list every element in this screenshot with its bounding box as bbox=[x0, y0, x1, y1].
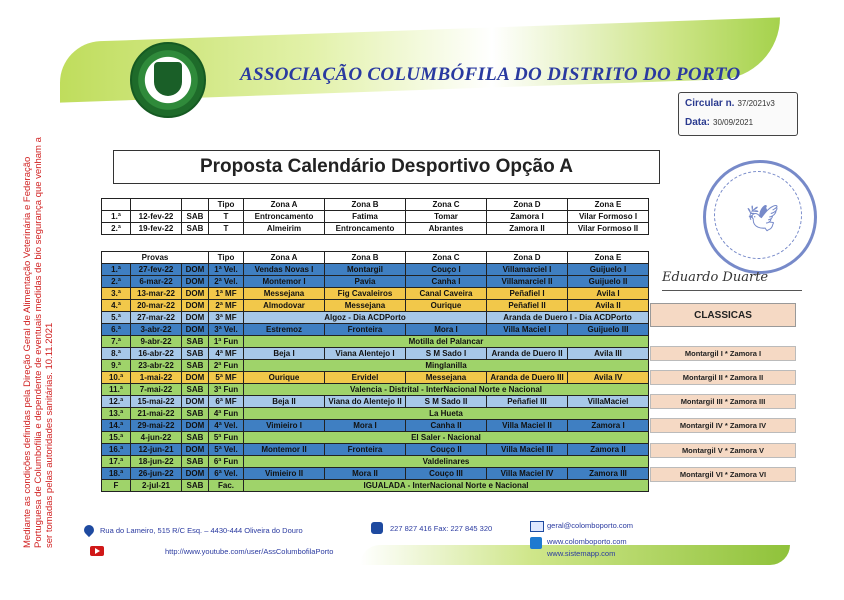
side-note-line2: Portuguesa de Columbofilia e dependente de eventuais medidas de bio segurança que venham a bbox=[33, 137, 44, 548]
cell-number: 3.ª bbox=[102, 288, 131, 300]
cell-zona-e: Zamora II bbox=[568, 444, 649, 456]
cell-number: 10.ª bbox=[102, 372, 131, 384]
cell-date: 9-abr-22 bbox=[131, 336, 182, 348]
table-row bbox=[102, 396, 649, 408]
cell-date: 7-mai-22 bbox=[131, 384, 182, 396]
cell-zona-c: Mora I bbox=[406, 324, 487, 336]
cell-zona-e: Avila IV bbox=[568, 372, 649, 384]
cell-zona-c: Couço III bbox=[406, 468, 487, 480]
cell-zona-d: Villamarciel I bbox=[487, 264, 568, 276]
footer-email[interactable]: geral@colomboporto.com bbox=[547, 521, 633, 530]
cell-merged-destination: El Saler - Nacional bbox=[244, 432, 649, 444]
table-row bbox=[102, 408, 649, 420]
cell-zona-a: Beja I bbox=[244, 348, 325, 360]
cell-zona-d: Villa Maciel IV bbox=[487, 468, 568, 480]
cell-zona-d: Villa Maciel II bbox=[487, 420, 568, 432]
table-row bbox=[102, 372, 649, 384]
cell-tipo: 1ª MF bbox=[209, 288, 244, 300]
cell-zona-d: Peñafiel II bbox=[487, 300, 568, 312]
cell-tipo: 2ª Vel. bbox=[209, 276, 244, 288]
column-header: Zona C bbox=[406, 252, 487, 264]
cell-date: 4-jun-22 bbox=[131, 432, 182, 444]
cell-tipo: 6ª Vel. bbox=[209, 468, 244, 480]
table-row bbox=[102, 360, 649, 372]
cell-zona-e: Zamora I bbox=[568, 420, 649, 432]
circular-label: Circular n. bbox=[685, 98, 735, 109]
table-header-row bbox=[102, 199, 649, 211]
table-row bbox=[102, 223, 649, 235]
cell-day: SAB bbox=[182, 384, 209, 396]
cell-number: 14.ª bbox=[102, 420, 131, 432]
cell-d: Zamora II bbox=[487, 223, 568, 235]
cell-number: 16.ª bbox=[102, 444, 131, 456]
cell-zona-d: Villa Maciel III bbox=[487, 444, 568, 456]
footer-youtube-link[interactable]: http://www.youtube.com/user/AssColumbofilaPorto bbox=[165, 547, 334, 556]
table-row bbox=[102, 276, 649, 288]
column-header: Zona A bbox=[244, 252, 325, 264]
cell-zona-a: Vendas Novas I bbox=[244, 264, 325, 276]
cell-zona-d: Peñafiel III bbox=[487, 396, 568, 408]
cell-tipo: 6ª Fun bbox=[209, 456, 244, 468]
cell-date: 27-fev-22 bbox=[131, 264, 182, 276]
cell-n: 2.ª bbox=[102, 223, 131, 235]
cell-zona-e: Avila III bbox=[568, 348, 649, 360]
cell-date: 18-jun-22 bbox=[131, 456, 182, 468]
dove-icon: 🕊 bbox=[746, 203, 780, 233]
cell-zona-b: Montargil bbox=[325, 264, 406, 276]
cell-zona-a: Messejana bbox=[244, 288, 325, 300]
cell-merged-right: Aranda de Duero I - Dia ACDPorto bbox=[487, 312, 649, 324]
web-icon bbox=[530, 537, 542, 549]
cell-zona-e: Avila II bbox=[568, 300, 649, 312]
cell-zona-e: Guijuelo I bbox=[568, 264, 649, 276]
cell-zona-a: Estremoz bbox=[244, 324, 325, 336]
cell-number: 9.ª bbox=[102, 360, 131, 372]
column-header: Zona E bbox=[568, 252, 649, 264]
cell-day: SAB bbox=[182, 432, 209, 444]
cell-tipo: T bbox=[209, 223, 244, 235]
cell-zona-c: Couço I bbox=[406, 264, 487, 276]
table-row bbox=[102, 264, 649, 276]
cell-tipo: 3ª MF bbox=[209, 312, 244, 324]
cell-zona-c: S M Sado II bbox=[406, 396, 487, 408]
cell-date: 6-mar-22 bbox=[131, 276, 182, 288]
cell-date: 13-mar-22 bbox=[131, 288, 182, 300]
date-label: Data: bbox=[685, 117, 711, 128]
cell-zona-c: S M Sado I bbox=[406, 348, 487, 360]
cell-date: 27-mar-22 bbox=[131, 312, 182, 324]
column-header-blank bbox=[182, 199, 209, 211]
cell-zona-d: Villa Maciel I bbox=[487, 324, 568, 336]
cell-date: 20-mar-22 bbox=[131, 300, 182, 312]
table-row bbox=[102, 468, 649, 480]
cell-day: SAB bbox=[182, 211, 209, 223]
circular-box bbox=[678, 92, 798, 136]
cell-zona-e: VillaMaciel bbox=[568, 396, 649, 408]
cell-number: 12.ª bbox=[102, 396, 131, 408]
cell-tipo: 2ª Fun bbox=[209, 360, 244, 372]
cell-tipo: 5ª Fun bbox=[209, 432, 244, 444]
cell-date: 19-fev-22 bbox=[131, 223, 182, 235]
cell-number: 18.ª bbox=[102, 468, 131, 480]
column-header: Zona E bbox=[568, 199, 649, 211]
cell-day: SAB bbox=[182, 336, 209, 348]
cell-day: DOM bbox=[182, 300, 209, 312]
cell-zona-d: Villamarciel II bbox=[487, 276, 568, 288]
table-header-row bbox=[102, 252, 649, 264]
cell-zona-b: Ervidel bbox=[325, 372, 406, 384]
cell-day: DOM bbox=[182, 264, 209, 276]
cell-number: 15.ª bbox=[102, 432, 131, 444]
cell-day: SAB bbox=[182, 223, 209, 235]
cell-date: 26-jun-22 bbox=[131, 468, 182, 480]
cell-b: Fatima bbox=[325, 211, 406, 223]
cell-a: Almeirim bbox=[244, 223, 325, 235]
footer-phone: 227 827 416 Fax: 227 845 320 bbox=[390, 524, 493, 533]
column-header: Tipo bbox=[209, 199, 244, 211]
cell-merged-destination: Valdelinares bbox=[244, 456, 649, 468]
date-value: 30/09/2021 bbox=[713, 118, 754, 127]
cell-tipo: 1ª Fun bbox=[209, 336, 244, 348]
cell-merged-left: Algoz - Dia ACDPorto bbox=[244, 312, 487, 324]
cell-day: DOM bbox=[182, 276, 209, 288]
cell-date: 12-jun-21 bbox=[131, 444, 182, 456]
table-row bbox=[102, 288, 649, 300]
table-row bbox=[102, 348, 649, 360]
table-row bbox=[102, 300, 649, 312]
cell-c: Abrantes bbox=[406, 223, 487, 235]
cell-date: 21-mai-22 bbox=[131, 408, 182, 420]
cell-zona-e: Avila I bbox=[568, 288, 649, 300]
table-row bbox=[102, 384, 649, 396]
cell-zona-a: Vimieiro I bbox=[244, 420, 325, 432]
table-row bbox=[102, 420, 649, 432]
cell-tipo: 5ª MF bbox=[209, 372, 244, 384]
cell-merged-destination: Valencia - Distrital - InterNacional Norte e Nacional bbox=[244, 384, 649, 396]
cell-merged-destination: Minglanilla bbox=[244, 360, 649, 372]
side-note-line1: Mediante as condições definidas pela Direção Geral de Alimentação Veterinária e Federação bbox=[22, 156, 33, 548]
cell-tipo: 4ª Fun bbox=[209, 408, 244, 420]
cell-number: 4.ª bbox=[102, 300, 131, 312]
phone-icon bbox=[371, 522, 383, 534]
cell-number: 11.ª bbox=[102, 384, 131, 396]
column-header: Zona A bbox=[244, 199, 325, 211]
cell-e: Vilar Formoso I bbox=[568, 211, 649, 223]
cell-number: 5.ª bbox=[102, 312, 131, 324]
cell-zona-c: Couço II bbox=[406, 444, 487, 456]
cell-number: 6.ª bbox=[102, 324, 131, 336]
cell-number: 7.ª bbox=[102, 336, 131, 348]
cell-day: DOM bbox=[182, 288, 209, 300]
cell-tipo: 6ª MF bbox=[209, 396, 244, 408]
cell-day: SAB bbox=[182, 408, 209, 420]
cell-tipo: 2ª MF bbox=[209, 300, 244, 312]
cell-number: 13.ª bbox=[102, 408, 131, 420]
cell-day: DOM bbox=[182, 420, 209, 432]
column-header-blank bbox=[102, 199, 131, 211]
column-header-blank bbox=[131, 199, 182, 211]
cell-number: 17.ª bbox=[102, 456, 131, 468]
cell-number: 2.ª bbox=[102, 276, 131, 288]
cell-day: DOM bbox=[182, 312, 209, 324]
cell-day: SAB bbox=[182, 360, 209, 372]
email-icon bbox=[530, 521, 544, 532]
cell-day: DOM bbox=[182, 324, 209, 336]
cell-n: 1.ª bbox=[102, 211, 131, 223]
cell-day: SAB bbox=[182, 480, 209, 492]
cell-merged-destination: IGUALADA - InterNacional Norte e Nacional bbox=[244, 480, 649, 492]
cell-tipo: 1ª Vel. bbox=[209, 264, 244, 276]
cell-zona-b: Messejana bbox=[325, 300, 406, 312]
proposal-title: Proposta Calendário Desportivo Opção A bbox=[113, 150, 660, 184]
cell-date: 15-mai-22 bbox=[131, 396, 182, 408]
cell-date: 12-fev-22 bbox=[131, 211, 182, 223]
column-header: Zona B bbox=[325, 199, 406, 211]
footer-web1[interactable]: www.colomboporto.com bbox=[547, 537, 627, 546]
cell-zona-a: Vimieiro II bbox=[244, 468, 325, 480]
cell-d: Zamora I bbox=[487, 211, 568, 223]
column-header: Tipo bbox=[209, 252, 244, 264]
cell-tipo: 3ª Vel. bbox=[209, 324, 244, 336]
cell-date: 3-abr-22 bbox=[131, 324, 182, 336]
cell-zona-c: Ourique bbox=[406, 300, 487, 312]
table-row bbox=[102, 324, 649, 336]
cell-a: Entroncamento bbox=[244, 211, 325, 223]
classica-item: Montargil V * Zamora V bbox=[650, 443, 796, 458]
cell-date: 23-abr-22 bbox=[131, 360, 182, 372]
classica-item: Montargil IV * Zamora IV bbox=[650, 418, 796, 433]
cell-merged-destination: La Hueta bbox=[244, 408, 649, 420]
cell-day: SAB bbox=[182, 456, 209, 468]
table-row bbox=[102, 444, 649, 456]
cell-date: 16-abr-22 bbox=[131, 348, 182, 360]
cell-date: 2-jul-21 bbox=[131, 480, 182, 492]
cell-number: 1.ª bbox=[102, 264, 131, 276]
cell-zona-a: Beja II bbox=[244, 396, 325, 408]
cell-tipo: 4ª MF bbox=[209, 348, 244, 360]
column-header: Zona B bbox=[325, 252, 406, 264]
cell-zona-b: Fronteira bbox=[325, 444, 406, 456]
cell-zona-c: Canha II bbox=[406, 420, 487, 432]
cell-day: DOM bbox=[182, 444, 209, 456]
cell-zona-d: Peñafiel I bbox=[487, 288, 568, 300]
cell-e: Vilar Formoso II bbox=[568, 223, 649, 235]
cell-zona-c: Messejana bbox=[406, 372, 487, 384]
cell-zona-a: Montemor II bbox=[244, 444, 325, 456]
column-header-provas: Provas bbox=[102, 252, 209, 264]
cell-zona-e: Guijuelo II bbox=[568, 276, 649, 288]
cell-number: F bbox=[102, 480, 131, 492]
classica-item: Montargil III * Zamora III bbox=[650, 394, 796, 409]
column-header: Zona C bbox=[406, 199, 487, 211]
cell-zona-c: Canal Caveira bbox=[406, 288, 487, 300]
cell-zona-b: Viana do Alentejo II bbox=[325, 396, 406, 408]
cell-zona-b: Fig Cavaleiros bbox=[325, 288, 406, 300]
cell-zona-b: Mora II bbox=[325, 468, 406, 480]
cell-tipo: 5ª Vel. bbox=[209, 444, 244, 456]
cell-b: Entroncamento bbox=[325, 223, 406, 235]
table-row bbox=[102, 211, 649, 223]
signature: Eduardo Duarte bbox=[662, 270, 802, 291]
cell-zona-b: Viana Alentejo I bbox=[325, 348, 406, 360]
location-icon bbox=[82, 523, 96, 537]
classica-item: Montargil I * Zamora I bbox=[650, 346, 796, 361]
cell-day: DOM bbox=[182, 372, 209, 384]
footer-web2[interactable]: www.sistemapp.com bbox=[547, 549, 616, 558]
cell-zona-a: Ourique bbox=[244, 372, 325, 384]
table-row bbox=[102, 336, 649, 348]
cell-zona-d: Aranda de Duero II bbox=[487, 348, 568, 360]
table-row bbox=[102, 480, 649, 492]
cell-zona-d: Aranda de Duero III bbox=[487, 372, 568, 384]
cell-date: 1-mai-22 bbox=[131, 372, 182, 384]
cell-date: 29-mai-22 bbox=[131, 420, 182, 432]
cell-tipo: 4ª Vel. bbox=[209, 420, 244, 432]
cell-zona-b: Fronteira bbox=[325, 324, 406, 336]
cell-zona-a: Almodovar bbox=[244, 300, 325, 312]
side-note-line3: ser tomadas pelas autoridades sanitárias. 10.11.2021 bbox=[44, 322, 55, 548]
calendar-table bbox=[101, 251, 649, 492]
cell-tipo: 3ª Fun bbox=[209, 384, 244, 396]
cell-zona-e: Guijuelo III bbox=[568, 324, 649, 336]
cell-zona-b: Mora I bbox=[325, 420, 406, 432]
federation-stamp bbox=[703, 160, 817, 274]
training-table bbox=[101, 198, 649, 235]
cell-number: 8.ª bbox=[102, 348, 131, 360]
classicas-title: CLASSICAS bbox=[650, 303, 796, 327]
cell-merged-destination: Motilla del Palancar bbox=[244, 336, 649, 348]
cell-day: SAB bbox=[182, 348, 209, 360]
classica-item: Montargil VI * Zamora VI bbox=[650, 467, 796, 482]
column-header: Zona D bbox=[487, 199, 568, 211]
column-header: Zona D bbox=[487, 252, 568, 264]
youtube-icon bbox=[90, 546, 104, 556]
classica-item: Montargil II * Zamora II bbox=[650, 370, 796, 385]
cell-tipo: Fac. bbox=[209, 480, 244, 492]
circular-value: 37/2021v3 bbox=[737, 99, 775, 108]
cell-day: DOM bbox=[182, 396, 209, 408]
org-title: ASSOCIAÇÃO COLUMBÓFILA DO DISTRITO DO PORTO bbox=[240, 64, 741, 85]
cell-zona-a: Montemor I bbox=[244, 276, 325, 288]
cell-zona-e: Zamora III bbox=[568, 468, 649, 480]
association-logo bbox=[130, 42, 206, 118]
cell-c: Tomar bbox=[406, 211, 487, 223]
cell-zona-b: Pavia bbox=[325, 276, 406, 288]
cell-tipo: T bbox=[209, 211, 244, 223]
footer-address: Rua do Lameiro, 515 R/C Esq. – 4430-444 Oliveira do Douro bbox=[100, 526, 303, 535]
cell-zona-c: Canha I bbox=[406, 276, 487, 288]
table-row bbox=[102, 456, 649, 468]
table-row bbox=[102, 432, 649, 444]
cell-day: DOM bbox=[182, 468, 209, 480]
table-row bbox=[102, 312, 649, 324]
